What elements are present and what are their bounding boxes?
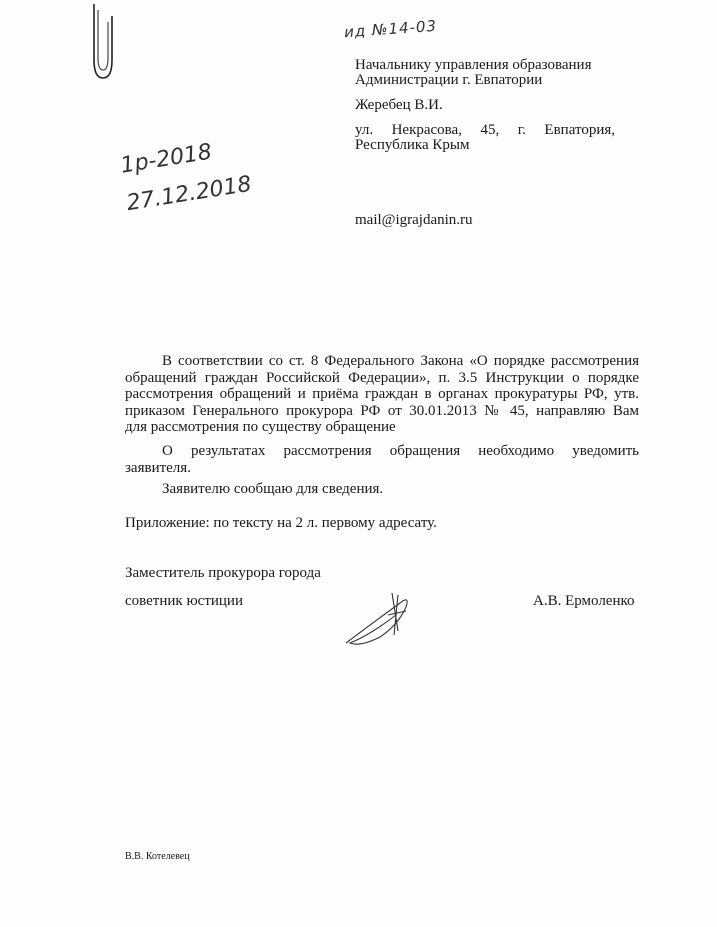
handwritten-date-line1: 1р-2018 bbox=[118, 139, 214, 179]
paragraph-1-line3: рассмотрения обращений и приёма граждан в органах прокуратуры РФ, утв. bbox=[125, 386, 639, 402]
signer-position-line1: Заместитель прокурора города bbox=[125, 565, 321, 581]
paragraph-1 bbox=[125, 353, 639, 436]
addressee-name: Жеребец В.И. bbox=[355, 97, 443, 113]
signer-position-line2: советник юстиции bbox=[125, 593, 243, 609]
paragraph-2-line1: О результатах рассмотрения обращения необходимо уведомить bbox=[162, 443, 639, 459]
addressee-title-line1: Начальнику управления образования bbox=[355, 57, 592, 73]
handwritten-signature bbox=[340, 585, 420, 650]
attachment-line: Приложение: по тексту на 2 л. первому адресату. bbox=[125, 515, 437, 531]
addressee-title-line2: Администрации г. Евпатории bbox=[355, 72, 543, 88]
paragraph-2 bbox=[125, 443, 639, 476]
paragraph-1-line1: В соответствии со ст. 8 Федерального Закона «О порядке рассмотрения bbox=[162, 353, 639, 369]
paper-clip-icon bbox=[84, 2, 118, 82]
addressee-address-line2: Республика Крым bbox=[355, 137, 470, 153]
executor-name: В.В. Котелевец bbox=[125, 851, 190, 862]
registration-number: ид №14-03 bbox=[343, 16, 438, 42]
addressee-email: mail@igrajdanin.ru bbox=[355, 212, 473, 228]
addressee-address-line1: ул. Некрасова, 45, г. Евпатория, bbox=[355, 122, 615, 138]
registration-stamp bbox=[343, 17, 437, 41]
handwritten-date-line2: 27.12.2018 bbox=[124, 171, 254, 217]
paragraph-1-line2: обращений граждан Российской Федерации», п. 3.5 Инструкции о порядке bbox=[125, 369, 639, 386]
paragraph-1-line4: приказом Генерального прокурора РФ от 30.01.2013 № 45, направляю Вам bbox=[125, 402, 639, 419]
signer-name: А.В. Ермоленко bbox=[533, 593, 635, 609]
paragraph-1-line5: для рассмотрения по существу обращение bbox=[125, 419, 396, 435]
handwritten-date bbox=[118, 128, 254, 223]
paragraph-3: Заявителю сообщаю для сведения. bbox=[162, 481, 384, 497]
paragraph-2-line2: заявителя. bbox=[125, 459, 191, 476]
